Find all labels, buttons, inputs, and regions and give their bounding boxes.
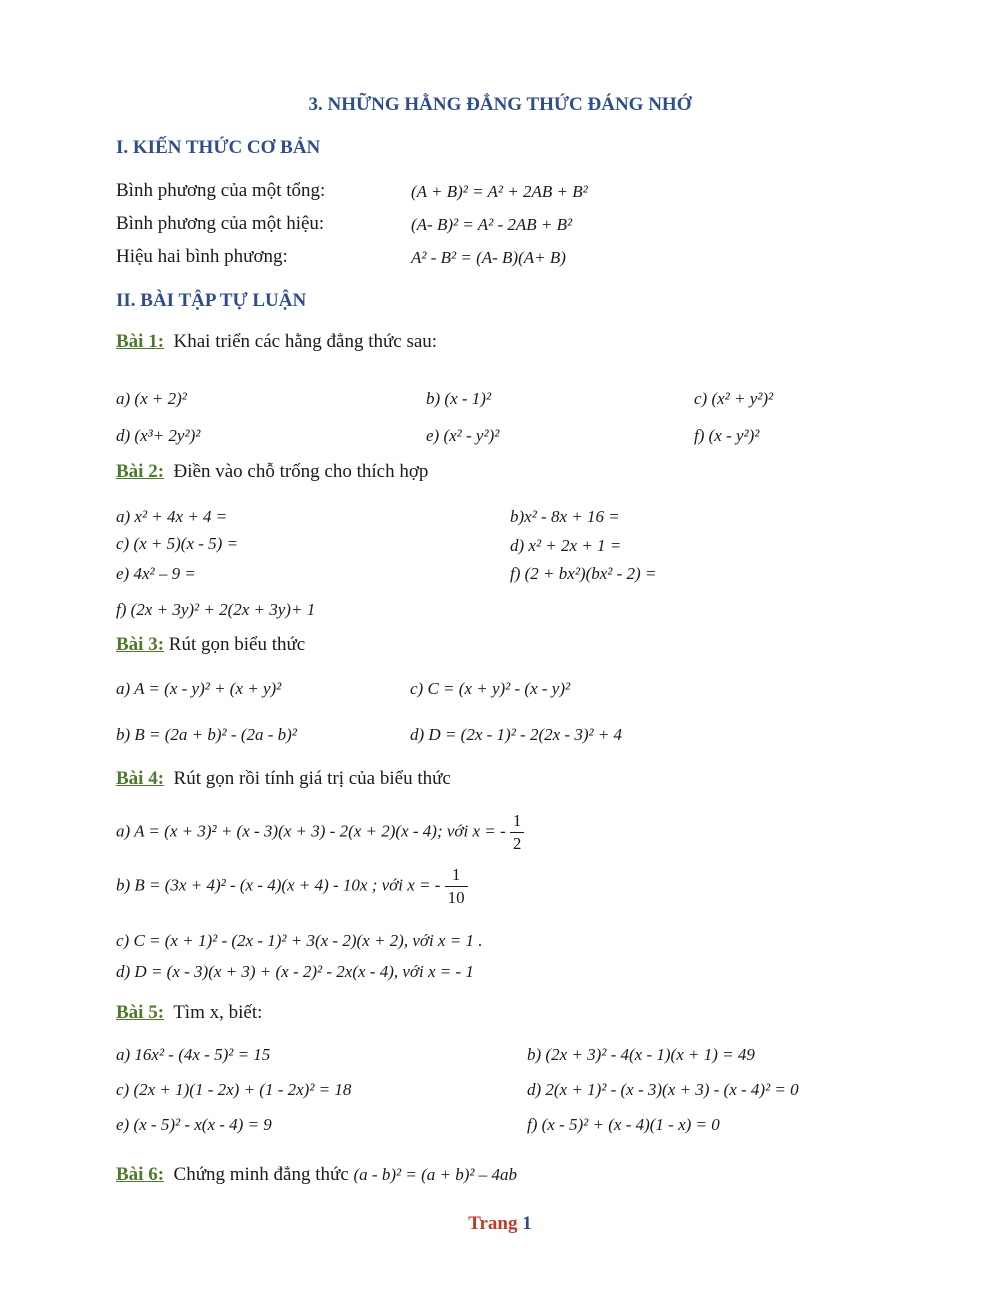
exercise-5-label: Bài 5:	[116, 1002, 165, 1023]
exercise-5-item-b: b) (2x + 3)² - 4(x - 1)(x + 1) = 49	[527, 1045, 755, 1064]
fraction-denominator: 10	[447, 888, 465, 907]
exercise-4-item-a	[116, 810, 524, 855]
page-number-word: Trang	[468, 1213, 518, 1234]
identity-label-2: Bình phương của một hiệu:	[116, 213, 325, 234]
exercise-5-text: Tìm x, biết:	[173, 1002, 263, 1023]
exercise-3-label: Bài 3:	[116, 634, 165, 655]
identity-formula-3: A² - B² = (A- B)(A+ B)	[411, 248, 566, 267]
exercise-6-heading	[116, 1164, 517, 1186]
exercise-3-item-d: d) D = (2x - 1)² - 2(2x - 3)² + 4	[410, 725, 623, 744]
exercise-1-item-f: f) (x - y²)²	[694, 426, 760, 445]
exercise-2-item-c: c) (x + 5)(x - 5) =	[116, 534, 239, 553]
exercise-4-text: Rút gọn rồi tính giá trị của biểu thức	[173, 768, 451, 789]
identity-formula-1: (A + B)² = A² + 2AB + B²	[411, 182, 588, 201]
fraction-denominator: 2	[512, 834, 522, 853]
page-number-value: 1	[522, 1213, 532, 1234]
exercise-4-heading	[116, 768, 451, 790]
exercise-2-item-e: e) 4x² – 9 =	[116, 564, 196, 583]
exercise-5-item-c: c) (2x + 1)(1 - 2x) + (1 - 2x)² = 18	[116, 1080, 352, 1099]
exercise-5-heading	[116, 1002, 262, 1024]
exercise-5-item-e: e) (x - 5)² - x(x - 4) = 9	[116, 1115, 272, 1134]
exercise-2-item-a: a) x² + 4x + 4 =	[116, 507, 228, 526]
identity-formula-2: (A- B)² = A² - 2AB + B²	[411, 215, 573, 234]
exercise-4-item-b	[116, 864, 468, 909]
exercise-5-item-d: d) 2(x + 1)² - (x - 3)(x + 3) - (x - 4)² = 0	[527, 1080, 799, 1099]
exercise-3-item-a: a) A = (x - y)² + (x + y)²	[116, 679, 282, 698]
exercise-4-label: Bài 4:	[116, 768, 165, 789]
exercise-2-item-d: d) x² + 2x + 1 =	[510, 536, 622, 555]
exercise-4-item-b-expr: b) B = (3x + 4)² - (x - 4)(x + 4) - 10x ; với x = -	[116, 875, 441, 895]
exercise-2-item-f: f) (2 + bx²)(bx² - 2) =	[510, 564, 657, 583]
exercise-1-item-d: d) (x³+ 2y²)²	[116, 426, 201, 445]
exercise-2-heading	[116, 461, 428, 483]
exercise-4-item-a-expr: a) A = (x + 3)² + (x - 3)(x + 3) - 2(x + 2)(x - 4); với x = -	[116, 821, 506, 841]
exercise-2-item-b: b)x² - 8x + 16 =	[510, 507, 620, 526]
fraction-numerator: 1	[445, 864, 468, 887]
exercise-6-label: Bài 6:	[116, 1164, 165, 1185]
exercise-2-text: Điền vào chỗ trống cho thích hợp	[173, 461, 429, 482]
exercise-5-item-a: a) 16x² - (4x - 5)² = 15	[116, 1045, 271, 1064]
page-number	[0, 1213, 1000, 1235]
exercise-5-item-f: f) (x - 5)² + (x - 4)(1 - x) = 0	[527, 1115, 720, 1134]
page-title: 3. NHỮNG HẰNG ĐẲNG THỨC ĐÁNG NHỚ	[308, 94, 692, 115]
identity-label-1: Bình phương của một tổng:	[116, 180, 326, 201]
exercise-2-label: Bài 2:	[116, 461, 165, 482]
exercise-2-item-f2: f) (2x + 3y)² + 2(2x + 3y)+ 1	[116, 600, 316, 619]
exercise-3-item-c: c) C = (x + y)² - (x - y)²	[410, 679, 571, 698]
section-heading-theory: I. KIẾN THỨC CƠ BẢN	[116, 137, 321, 158]
exercise-1-item-c: c) (x² + y²)²	[694, 389, 774, 408]
exercise-1-item-a: a) (x + 2)²	[116, 389, 187, 408]
exercise-4-item-d: d) D = (x - 3)(x + 3) + (x - 2)² - 2x(x - 4), với x = - 1	[116, 962, 474, 981]
exercise-3-text: Rút gọn biểu thức	[168, 634, 306, 655]
fraction	[445, 864, 468, 909]
exercise-6-formula: (a - b)² = (a + b)² – 4ab	[353, 1165, 517, 1184]
exercise-6-text: Chứng minh đẳng thức	[173, 1164, 349, 1185]
exercise-3-item-b: b) B = (2a + b)² - (2a - b)²	[116, 725, 297, 744]
exercise-1-item-e: e) (x² - y²)²	[426, 426, 500, 445]
exercise-3-heading	[116, 634, 305, 656]
exercise-4-item-c: c) C = (x + 1)² - (2x - 1)² + 3(x - 2)(x + 2), với x = 1 .	[116, 931, 483, 950]
identity-label-3: Hiệu hai bình phương:	[116, 246, 288, 267]
fraction	[510, 810, 525, 855]
exercise-1-item-b: b) (x - 1)²	[426, 389, 492, 408]
exercise-1-text: Khai triển các hằng đẳng thức sau:	[173, 331, 438, 352]
exercise-1-label: Bài 1:	[116, 331, 165, 352]
section-heading-exercises: II. BÀI TẬP TỰ LUẬN	[116, 290, 307, 311]
exercise-1-heading	[116, 331, 437, 353]
fraction-numerator: 1	[510, 810, 525, 833]
